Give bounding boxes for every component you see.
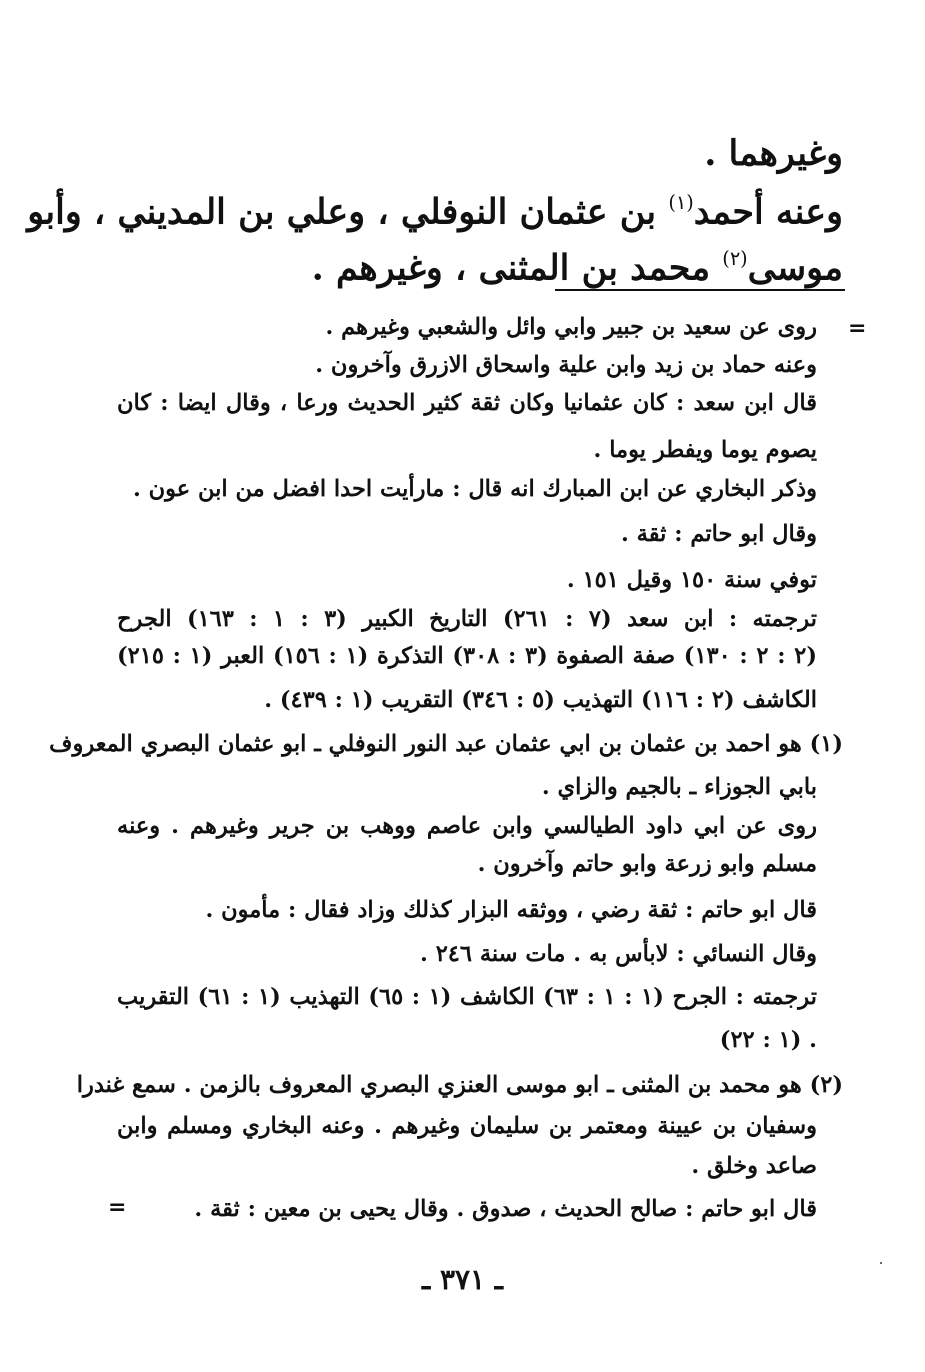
main-text-line-1	[543, 128, 843, 180]
notes-line-2: وعنه حماد بن زيد وابن علية واسحاق الازرق وآخرون .	[315, 352, 817, 378]
footnote-ref-1[interactable]: (١)	[668, 191, 694, 214]
continuation-marker-top: =	[848, 316, 867, 341]
notes-line-8: ترجمته : ابن سعد (٧ : ٢٦١) التاريخ الكبير (٣ : ١ : ١٦٣) الجرح	[117, 606, 817, 632]
main-text-line-1-text: وغيرهما .	[704, 133, 843, 174]
footnote-2-line-3: صاعد وخلق .	[691, 1153, 817, 1179]
main-text-line-3	[140, 233, 843, 294]
footnote-1-line-6: وقال النسائي : لابأس به . مات سنة ٢٤٦ .	[420, 941, 817, 967]
main-text-line-2	[27, 177, 843, 238]
footnote-2-line-4: قال ابو حاتم : صالح الحديث ، صدوق . وقال يحيى بن معين : ثقة .	[194, 1196, 817, 1222]
notes-line-10: الكاشف (٢ : ١١٦) التهذيب (٥ : ٣٤٦) التقريب (١ : ٤٣٩) .	[264, 687, 817, 713]
footnote-separator	[555, 289, 845, 291]
main-text-word-musa: موسى	[747, 247, 843, 289]
footnote-1-line-8: (١ : ٢٢) .	[719, 1027, 817, 1053]
notes-line-1: روى عن سعيد بن جبير وابي وائل والشعبي وغيرهم .	[325, 314, 817, 340]
continuation-marker-bottom: =	[108, 1195, 127, 1220]
notes-line-3: قال ابن سعد : كان عثمانيا وكان ثقة كثير الحديث ورعا ، وقال ايضا : كان	[117, 390, 817, 416]
footnote-1-line-4: مسلم وابو زرعة وابو حاتم وآخرون .	[477, 851, 817, 877]
footnote-1-line-5: قال ابو حاتم : ثقة رضي ، ووثقه البزار كذلك وزاد فقال : مأمون .	[205, 897, 817, 923]
notes-line-4: يصوم يوما ويفطر يوما .	[593, 437, 817, 463]
notes-line-6: وقال ابو حاتم : ثقة .	[621, 521, 817, 547]
footnote-ref-2[interactable]: (٢)	[722, 247, 748, 270]
notes-line-7: توفي سنة ١٥٠ وقيل ١٥١ .	[566, 567, 817, 593]
footnote-1-line-1: (١) هو احمد بن عثمان بن ابي عثمان عبد النور النوفلي ـ ابو عثمان البصري المعروف	[49, 731, 843, 757]
footnote-1-line-2: بابي الجوزاء ـ بالجيم والزاي .	[541, 774, 817, 800]
main-text-word-ahmad: وعنه أحمد	[693, 191, 843, 233]
main-text-line-3-rest: محمد بن المثنى ، وغيرهم .	[311, 247, 711, 289]
page-number: ـ ٣٧١ ـ	[421, 1263, 504, 1296]
main-text-line-2-rest: بن عثمان النوفلي ، وعلي بن المديني ، وأبو	[27, 191, 657, 233]
footnote-1-line-7: ترجمته : الجرح (١ : ١ : ٦٣) الكاشف (١ : ٦٥) التهذيب (١ : ٦١) التقريب	[117, 984, 817, 1010]
scan-speck	[880, 1262, 882, 1264]
notes-line-9: (٢ : ٢ : ١٣٠) صفة الصفوة (٣ : ٣٠٨) التذكرة (١ : ١٥٦) العبر (١ : ٢١٥)	[117, 643, 817, 669]
footnote-2-line-1: (٢) هو محمد بن المثنى ـ ابو موسى العنزي البصري المعروف بالزمن . سمع غندرا	[76, 1072, 843, 1098]
footnote-2-line-2: وسفيان بن عيينة ومعتمر بن سليمان وغيرهم . وعنه البخاري ومسلم وابن	[117, 1113, 817, 1139]
notes-line-5: وذكر البخاري عن ابن المبارك انه قال : مارأيت احدا افضل من ابن عون .	[132, 476, 817, 502]
footnote-1-line-3: روى عن ابي داود الطيالسي وابن عاصم ووهب بن جرير وغيرهم . وعنه	[117, 813, 817, 839]
